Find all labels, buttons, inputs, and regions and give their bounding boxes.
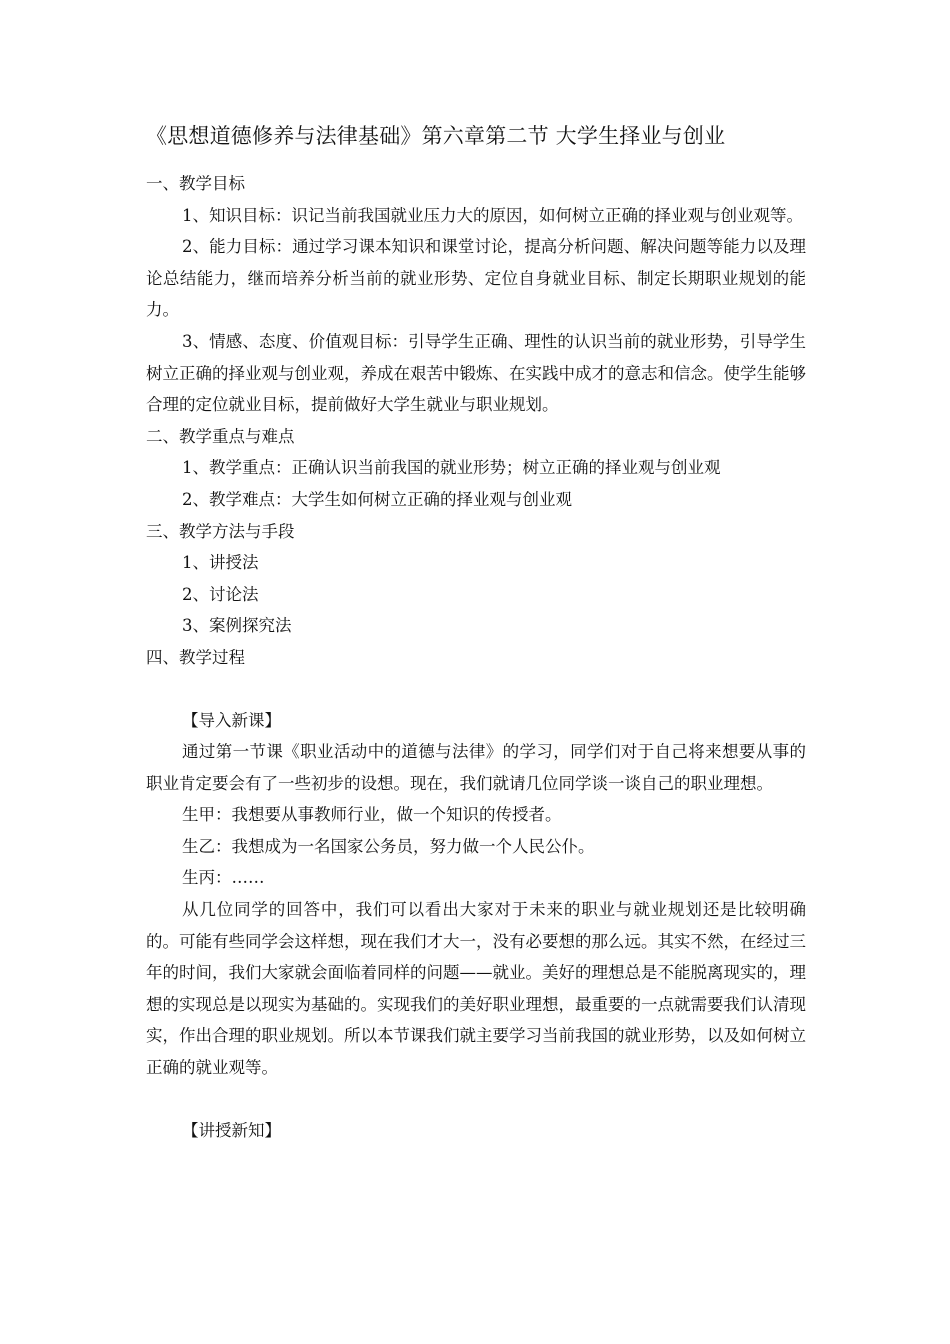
objective-knowledge: 1、知识目标：识记当前我国就业压力大的原因，如何树立正确的择业观与创业观等。 — [182, 205, 803, 225]
page-title: 《思想道德修养与法律基础》第六章第二节 大学生择业与创业 — [146, 124, 726, 148]
student-b-answer: 生乙：我想成为一名国家公务员，努力做一个人民公仆。 — [182, 836, 595, 856]
document-body — [146, 168, 806, 1146]
key-point-difficulty: 2、教学难点：大学生如何树立正确的择业观与创业观 — [182, 489, 572, 509]
spacer — [146, 1084, 806, 1115]
intro-label: 【导入新课】 — [182, 710, 281, 730]
section-heading-process: 四、教学过程 — [146, 647, 245, 667]
student-a-answer: 生甲：我想要从事教师行业，做一个知识的传授者。 — [182, 805, 562, 825]
section-heading-objectives: 一、教学目标 — [146, 174, 245, 193]
spacer — [146, 674, 806, 705]
student-c-answer: 生丙：…… — [182, 868, 265, 888]
method-discussion: 2、讨论法 — [182, 584, 259, 604]
objective-values: 3、情感、态度、价值观目标：引导学生正确、理性的认识当前的就业形势，引导学生树立正确的择业观与创业观，养成在艰苦中锻炼、在实践中成才的意志和信念。使学生能够合理的定位就业目标，提前做好大学生就业与职业规划。 — [146, 331, 806, 415]
method-lecture: 1、讲授法 — [182, 553, 259, 573]
section-heading-key-points: 二、教学重点与难点 — [146, 426, 295, 446]
section-heading-methods: 三、教学方法与手段 — [146, 521, 295, 541]
intro-paragraph: 通过第一节课《职业活动中的道德与法律》的学习，同学们对于自己将来想要从事的职业肯定要会有了一些初步的设想。现在，我们就请几位同学谈一谈自己的职业理想。 — [146, 742, 806, 793]
intro-summary-paragraph: 从几位同学的回答中，我们可以看出大家对于未来的职业与就业规划还是比较明确的。可能有些同学会这样想，现在我们才大一，没有必要想的那么远。其实不然，在经过三年的时间，我们大家就会面临着同样的问题——就业。美好的理想总是不能脱离现实的，理想的实现总是以现实为基础的。实现我们的美好职业理想，最重要的一点就需要我们认清现实，作出合理的职业规划。所以本节课我们就主要学习当前我国的就业形势，以及如何树立正确的就业观等。 — [146, 900, 806, 1078]
key-point-focus: 1、教学重点：正确认识当前我国的就业形势；树立正确的择业观与创业观 — [182, 458, 721, 478]
method-case-study: 3、案例探究法 — [182, 616, 292, 636]
lecture-label: 【讲授新知】 — [182, 1120, 281, 1140]
objective-ability: 2、能力目标：通过学习课本知识和课堂讨论，提高分析问题、解决问题等能力以及理论总结能力，继而培养分析当前的就业形势、定位自身就业目标、制定长期职业规划的能力。 — [146, 237, 806, 320]
